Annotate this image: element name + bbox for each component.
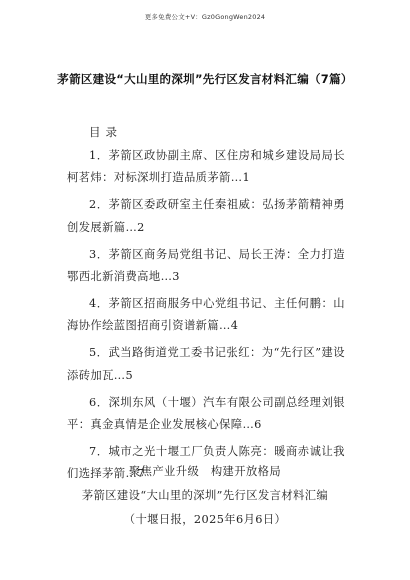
- toc-item[interactable]: 3．茅箭区商务局党组书记、局长王涛：全力打造鄂西北新消费高地…3: [67, 247, 345, 284]
- toc-item[interactable]: 7．城市之光十堰工厂负责人陈亮：暖商赤诚让我们选择茅箭…7: [67, 444, 345, 481]
- closing-title: 茅箭区建设“大山里的深圳”先行区发言材料汇编: [81, 489, 329, 502]
- toc-item[interactable]: 2．茅箭区委政研室主任秦祖威：弘扬茅箭精神勇创发展新篇…2: [67, 198, 345, 234]
- watermark-text: 更多免费公文+V：Gz0GongWen2024: [144, 13, 266, 21]
- document-title: 茅箭区建设“大山里的深圳”先行区发言材料汇编（7篇）: [57, 72, 353, 86]
- closing-subtitle: 聚焦产业升级 构建开放格局: [128, 465, 282, 478]
- toc-item[interactable]: 6．深圳东风（十堰）汽车有限公司副总经理刘银平：真金真情是企业发展核心保障…6: [67, 395, 345, 431]
- table-of-contents: [67, 145, 345, 490]
- toc-item[interactable]: 1．茅箭区政协副主席、区住房和城乡建设局局长柯茗炜：对标深圳打造品质茅箭…1: [67, 149, 345, 185]
- toc-item[interactable]: 5．武当路街道党工委书记张红：为“先行区”建设添砖加瓦…5: [67, 346, 345, 382]
- toc-item[interactable]: 4．茅箭区招商服务中心党组书记、主任何鹏：山海协作绘蓝图招商引资谱新篇…4: [67, 296, 345, 333]
- closing-source: （十堰日报，2025年6月6日）: [123, 513, 287, 526]
- toc-heading: 目录: [89, 125, 122, 139]
